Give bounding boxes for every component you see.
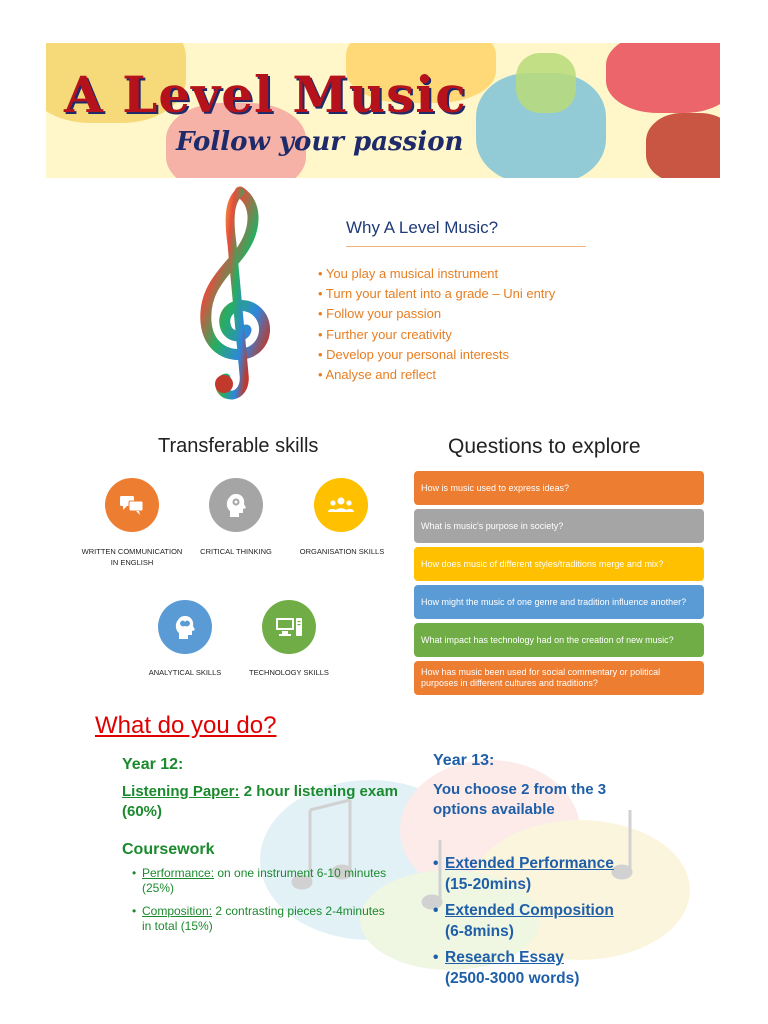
skill-circle-organisation bbox=[314, 478, 368, 532]
question-text: What impact has technology had on the creation of new music? bbox=[421, 634, 674, 645]
question-box bbox=[414, 585, 704, 619]
list-item bbox=[132, 904, 392, 934]
list-item bbox=[433, 948, 693, 989]
year13-intro: You choose 2 from the 3 options available bbox=[433, 781, 607, 818]
question-text: How might the music of one genre and tradition influence another? bbox=[421, 596, 687, 607]
question-box bbox=[414, 547, 704, 581]
section-heading: What do you do? bbox=[95, 712, 277, 739]
listening-paper-detail: 2 hour listening exam (60%) bbox=[122, 783, 398, 820]
question-text: How is music used to express ideas? bbox=[421, 482, 570, 493]
option-detail: (2500-3000 words) bbox=[445, 969, 580, 987]
list-item: • Analyse and reflect bbox=[318, 366, 437, 382]
options-list bbox=[433, 854, 693, 995]
extended-composition-link[interactable]: Extended Composition bbox=[445, 902, 614, 919]
head-gears-icon bbox=[224, 492, 248, 518]
list-item bbox=[132, 866, 392, 896]
questions-heading: Questions to explore bbox=[448, 435, 641, 458]
paint-splash bbox=[516, 53, 576, 113]
coursework-list bbox=[132, 866, 392, 942]
skill-circle-critical bbox=[209, 478, 263, 532]
coursework-title: Coursework bbox=[122, 841, 215, 858]
why-list bbox=[318, 264, 555, 385]
skill-circle-analytical bbox=[158, 600, 212, 654]
skill-label: ORGANISATION SKILLS bbox=[299, 547, 385, 556]
why-title: Why A Level Music? bbox=[346, 218, 499, 237]
list-item: • Turn your talent into a grade – Uni entry bbox=[318, 286, 556, 302]
question-box bbox=[414, 661, 704, 695]
extended-performance-link[interactable]: Extended Performance bbox=[445, 855, 614, 872]
skill-label: TECHNOLOGY SKILLS bbox=[249, 668, 329, 677]
skill-label: CRITICAL THINKING bbox=[200, 547, 272, 556]
listening-paper bbox=[122, 782, 402, 822]
skill-circle-technology bbox=[262, 600, 316, 654]
people-group-icon bbox=[327, 496, 355, 514]
performance-link[interactable]: Performance: bbox=[142, 866, 215, 880]
list-item bbox=[433, 901, 693, 942]
question-box bbox=[414, 471, 704, 505]
paint-splash bbox=[646, 113, 720, 178]
list-item: • You play a musical instrument bbox=[318, 266, 499, 281]
question-box bbox=[414, 623, 704, 657]
listening-paper-link[interactable]: Listening Paper: bbox=[122, 783, 240, 800]
question-box bbox=[414, 509, 704, 543]
skill-label: WRITTEN COMMUNICATION IN ENGLISH bbox=[81, 547, 183, 567]
list-item: • Further your creativity bbox=[318, 326, 452, 342]
treble-clef-icon bbox=[196, 184, 276, 409]
computer-icon bbox=[275, 616, 303, 638]
speech-bubbles-icon bbox=[119, 494, 145, 516]
brain-icon bbox=[173, 614, 197, 640]
question-text: How does music of different styles/traditions merge and mix? bbox=[421, 558, 664, 569]
skill-circle-writing bbox=[105, 478, 159, 532]
list-item: • Develop your personal interests bbox=[318, 346, 509, 362]
banner-title: A Level Music bbox=[64, 65, 467, 124]
year12-title: Year 12: bbox=[122, 756, 184, 773]
question-text: How has music been used for social commentary or political purposes in different cultures and traditions? bbox=[421, 667, 661, 688]
header-banner bbox=[46, 43, 720, 178]
list-item bbox=[433, 854, 693, 895]
skills-heading: Transferable skills bbox=[158, 435, 319, 457]
paint-splash bbox=[606, 43, 720, 113]
year13-title: Year 13: bbox=[433, 752, 495, 769]
performance-detail: on one instrument 6-10 minutes (25%) bbox=[142, 866, 387, 895]
banner-subtitle: Follow your passion bbox=[176, 127, 464, 157]
composition-link[interactable]: Composition: bbox=[142, 904, 213, 918]
research-essay-link[interactable]: Research Essay bbox=[445, 949, 564, 966]
option-detail: (6-8mins) bbox=[445, 922, 514, 940]
option-detail: (15-20mins) bbox=[445, 875, 532, 893]
skill-label: ANALYTICAL SKILLS bbox=[148, 668, 222, 677]
divider bbox=[346, 246, 586, 247]
question-text: What is music's purpose in society? bbox=[421, 520, 564, 531]
composition-detail: 2 contrasting pieces 2-4minutes in total (15%) bbox=[142, 904, 385, 933]
list-item: • Follow your passion bbox=[318, 306, 442, 322]
